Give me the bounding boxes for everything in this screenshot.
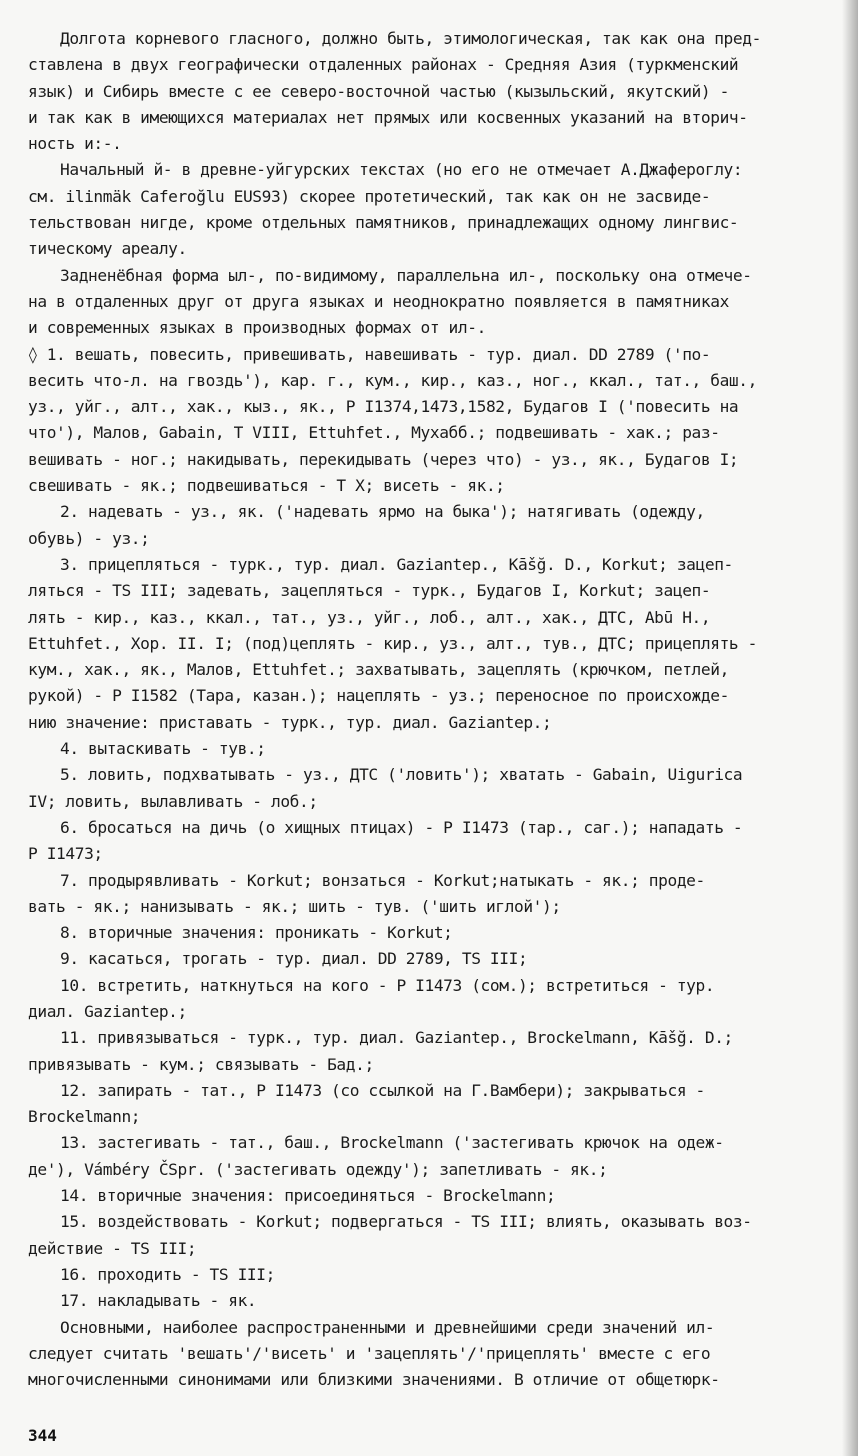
text-line: Ettuhfet., Хор. II. I; (под)цеплять - кир., уз., алт., тув., ДТС; прицеплять -: [28, 633, 757, 653]
text-line: следует считать 'вешать'/'висеть' и 'зацеплять'/'прицеплять' вместе с его: [28, 1343, 711, 1363]
text-line: вешивать - ног.; накидывать, перекидывать (через что) - уз., як., Будагов I;: [28, 449, 739, 469]
text-line: Задненёбная форма ыл-, по-видимому, параллельна ил-, поскольку она отмече-: [60, 265, 752, 285]
text-line: привязывать - кум.; связывать - Бад.;: [28, 1054, 374, 1074]
text-line: рукой) - Р I1582 (Тара, казан.); нацеплять - уз.; переносное по происхожде-: [28, 686, 729, 706]
text-line: Начальный й- в древне-уйгурских текстах (но его не отмечает А.Джафероглу:: [60, 160, 743, 180]
text-line: 14. вторичные значения: присоединяться - Brockelmann;: [60, 1186, 556, 1206]
text-line: 6. бросаться на дичь (о хищных птицах) - Р I1473 (тар., саг.); нападать -: [60, 817, 743, 837]
text-line: 17. накладывать - як.: [60, 1291, 257, 1311]
text-line: лять - кир., каз., ккал., тат., уз., уйг., лоб., алт., хак., ДТС, Abū H.,: [28, 607, 711, 627]
text-line: де'), Vámbéry ČSpr. ('застегивать одежду'); запетливать - як.;: [28, 1159, 608, 1179]
text-line: 9. касаться, трогать - тур. диал. DD 2789, TS III;: [60, 949, 528, 969]
text-line: тельствован нигде, кроме отдельных памятников, принадлежащих одному лингвис-: [28, 213, 739, 233]
text-line: 15. воздействовать - Korkut; подвергаться - TS III; влиять, оказывать воз-: [60, 1212, 752, 1232]
text-line: 13. застегивать - тат., баш., Brockelmann ('застегивать крючок на одеж-: [60, 1133, 724, 1153]
text-line: тическому ареалу.: [28, 239, 187, 259]
page-number: 344: [28, 1426, 57, 1445]
text-line: уз., уйг., алт., хак., кыз., як., Р I1374,1473,1582, Будагов I ('повесить на: [28, 397, 739, 417]
text-line: язык) и Сибирь вместе с ее северо-восточной частью (кызыльский, якутский) -: [28, 81, 729, 101]
text-line: многочисленными синонимами или близкими значениями. В отличие от общетюрк-: [28, 1370, 720, 1390]
text-line: свешивать - як.; подвешиваться - Т Х; висеть - як.;: [28, 476, 505, 496]
text-line: диал. Gaziantep.;: [28, 1001, 187, 1021]
body-text: [28, 26, 846, 1393]
text-line: обувь) - уз.;: [28, 528, 150, 548]
text-line: ляться - TS III; задевать, зацепляться - турк., Будагов I, Korkut; зацеп-: [28, 581, 711, 601]
text-line: 5. ловить, подхватывать - уз., ДТС ('ловить'); хватать - Gabain, Uigurica: [60, 765, 743, 785]
text-line: Brockelmann;: [28, 1107, 141, 1127]
text-line: 7. продырявливать - Korkut; вонзаться - Korkut;натыкать - як.; проде-: [60, 870, 705, 890]
text-line: ность и:-.: [28, 134, 122, 154]
text-line: вать - як.; нанизывать - як.; шить - тув. ('шить иглой');: [28, 896, 561, 916]
text-line: и современных языках в производных формах от ил-.: [28, 318, 486, 338]
text-line: Долгота корневого гласного, должно быть, этимологическая, так как она пред-: [60, 29, 761, 48]
text-line: на в отдаленных друг от друга языках и неоднократно появляется в памятниках: [28, 291, 729, 311]
text-line: Р I1473;: [28, 844, 103, 864]
text-line: кум., хак., як., Малов, Ettuhfet.; захватывать, зацеплять (крючком, петлей,: [28, 660, 729, 680]
text-line: 3. прицепляться - турк., тур. диал. Gaziantep., Kāšğ. D., Korkut; зацеп-: [60, 554, 733, 574]
text-line: Основными, наиболее распространенными и древнейшими среди значений ил-: [60, 1317, 715, 1337]
text-line: IV; ловить, вылавливать - лоб.;: [28, 791, 318, 811]
text-line: 12. запирать - тат., Р I1473 (со ссылкой на Г.Вамбери); закрываться -: [60, 1080, 705, 1100]
text-line: весить что-л. на гвоздь'), кар. г., кум., кир., каз., ног., ккал., тат., баш.,: [28, 370, 757, 390]
page-edge-shadow: [842, 0, 858, 1456]
text-line: ставлена в двух географически отдаленных районах - Средняя Азия (туркменский: [28, 55, 739, 75]
text-line: 8. вторичные значения: проникать - Korkut;: [60, 923, 453, 943]
text-line: нию значение: приставать - турк., тур. диал. Gaziantep.;: [28, 712, 552, 732]
text-line: 10. встретить, наткнуться на кого - Р I1473 (сом.); встретиться - тур.: [60, 975, 715, 995]
text-line: и так как в имеющихся материалах нет прямых или косвенных указаний на вторич-: [28, 107, 748, 127]
text-line: 4. вытаскивать - тув.;: [60, 739, 266, 759]
text-line: 16. проходить - TS III;: [60, 1264, 275, 1284]
text-line: действие - TS III;: [28, 1238, 197, 1258]
text-line: ◊ 1. вешать, повесить, привешивать, навешивать - тур. диал. DD 2789 ('по-: [28, 344, 711, 364]
text-line: 2. надевать - уз., як. ('надевать ярмо на быка'); натягивать (одежду,: [60, 502, 705, 522]
text-line: 11. привязываться - турк., тур. диал. Gaziantep., Brockelmann, Kāšğ. D.;: [60, 1028, 733, 1048]
text-line: что'), Малов, Gabain, T VIII, Ettuhfet., Мухабб.; подвешивать - хак.; раз-: [28, 423, 720, 443]
text-line: см. ilinmäk Caferoğlu EUS93) скорее протетический, так как он не засвиде-: [28, 186, 711, 206]
